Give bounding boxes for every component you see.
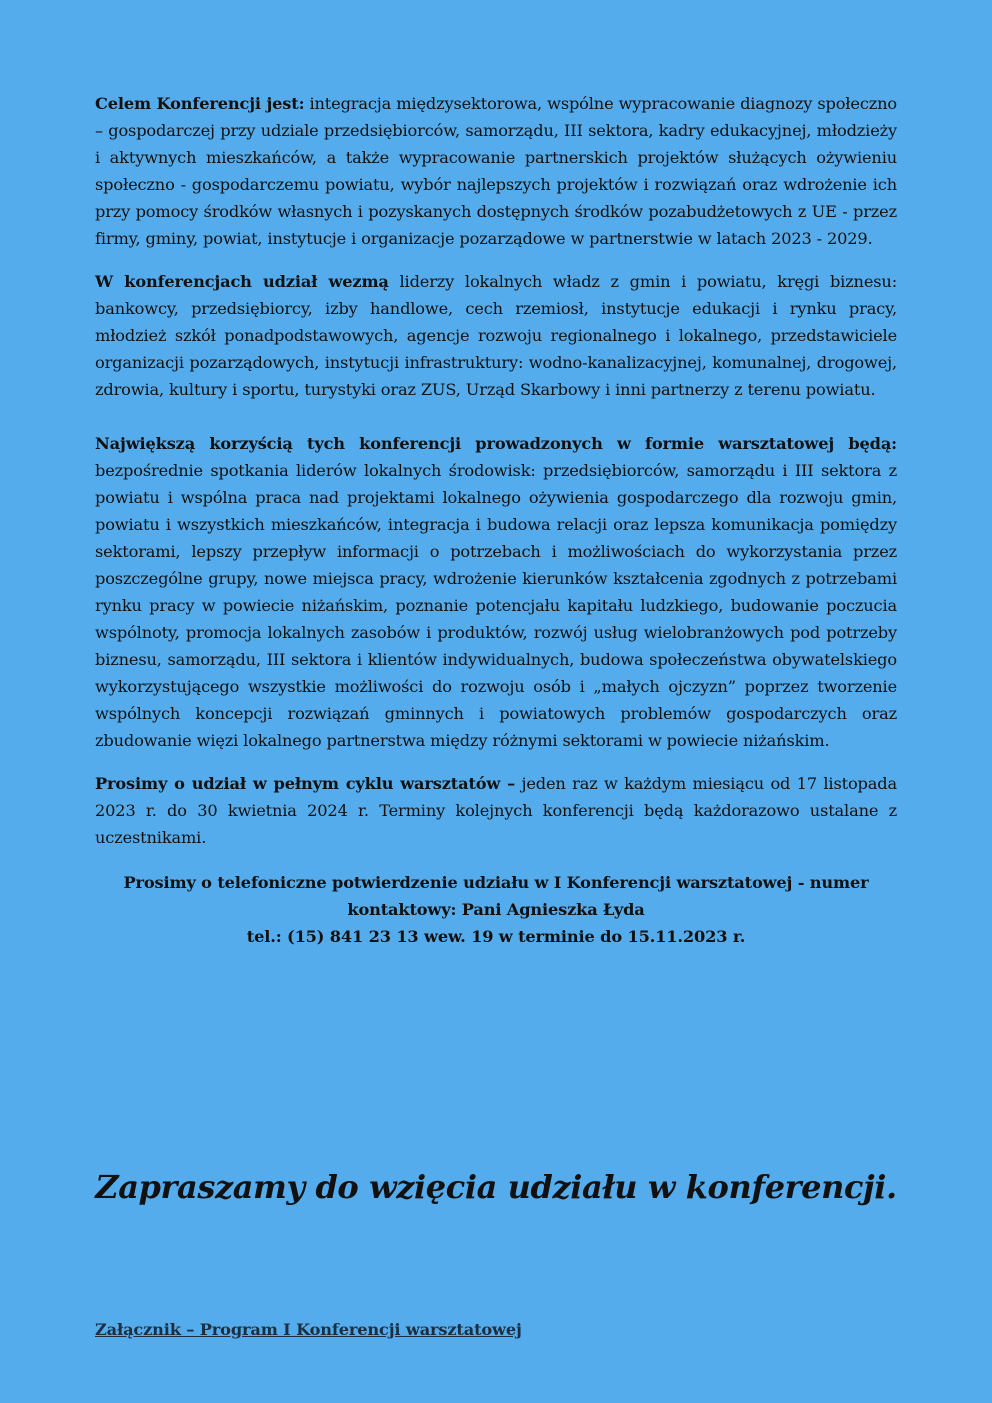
- contact-line-1: Prosimy o telefoniczne potwierdzenie udziału w I Konferencji warsztatowej - numer: [123, 873, 869, 892]
- goal-lead: Celem Konferencji jest:: [95, 94, 305, 113]
- participants-text: liderzy lokalnych władz z gmin i powiatu, kręgi biznesu: bankowcy, przedsiębiorcy, izby handlowe, cech rzemiosł, instytucje edukacji i rynku pracy, młodzież szkół ponadpodstawowych, agencje rozwoju regionalnego i lokalnego, przedstawiciele organizacji pozarządowych, instytucji infrastruktury: wodno-kanalizacyjnej, komunalnej, drogowej, zdrowia, kultury i sportu, turystyki oraz ZUS, Urząd Skarbowy i inni partnerzy z terenu powiatu.: [95, 272, 897, 399]
- benefits-lead: Największą korzyścią tych konferencji prowadzonych w formie warsztatowej będą:: [95, 434, 897, 453]
- contact-block: [95, 869, 897, 950]
- contact-line-2: kontaktowy: Pani Agnieszka Łyda: [347, 900, 645, 919]
- goal-text: integracja międzysektorowa, wspólne wypracowanie diagnozy społeczno – gospodarczej przy udziale przedsiębiorców, samorządu, III sektora, kadry edukacyjnej, młodzieży i aktywnych mieszkańców, a także wypracowanie partnerskich projektów służących ożywieniu społeczno - gospodarczemu powiatu, wybór najlepszych projektów i rozwiązań oraz wdrożenie ich przy pomocy środków własnych i pozyskanych dostępnych środków pozabudżetowych z UE - przez firmy, gminy, powiat, instytucje i organizacje pozarządowe w partnerstwie w latach 2023 - 2029.: [95, 94, 897, 248]
- contact-phone: tel.: (15) 841 23 13 wew. 19 w terminie do 15.11.2023 r.: [246, 927, 746, 946]
- schedule-lead: Prosimy o udział w pełnym cyklu warsztatów –: [95, 774, 516, 793]
- attachment-link[interactable]: Załącznik – Program I Konferencji warsztatowej: [95, 1320, 522, 1339]
- benefits-text: bezpośrednie spotkania liderów lokalnych środowisk: przedsiębiorców, samorządu i III sektora z powiatu i wspólna praca nad projektami lokalnego ożywienia gospodarczego dla rozwoju gmin, powiatu i wszystkich mieszkańców, integracja i budowa relacji oraz lepsza komunikacja pomiędzy sektorami, lepszy przepływ informacji o potrzebach i możliwościach do wykorzystania przez poszczególne grupy, nowe miejsca pracy, wdrożenie kierunków kształcenia zgodnych z potrzebami rynku pracy w powiecie niżańskim, poznanie potencjału kapitału ludzkiego, budowanie poczucia wspólnoty, promocja lokalnych zasobów i produktów, rozwój usług wielobranżowych pod potrzeby biznesu, samorządu, III sektora i klientów indywidualnych, budowa społeczeństwa obywatelskiego wykorzystującego wszystkie możliwości do rozwoju osób i „małych ojczyzn” poprzez tworzenie wspólnych koncepcji rozwiązań gminnych i powiatowych problemów gospodarczych oraz zbudowanie więzi lokalnego partnerstwa między różnymi sektorami w powiecie niżańskim.: [95, 461, 897, 750]
- document-body: [95, 90, 897, 950]
- schedule-paragraph: [95, 770, 897, 851]
- benefits-paragraph: [95, 430, 897, 754]
- participants-paragraph: [95, 268, 897, 403]
- schedule-text: jeden raz w każdym miesiącu od 17 listopada 2023 r. do 30 kwietnia 2024 r. Terminy kolejnych konferencji będą każdorazowo ustalane z uczestnikami.: [95, 774, 897, 847]
- goal-paragraph: [95, 90, 897, 252]
- participants-lead: W konferencjach udział wezmą: [95, 272, 389, 291]
- invitation-heading: Zapraszamy do wzięcia udziału w konferencji.: [95, 1168, 897, 1206]
